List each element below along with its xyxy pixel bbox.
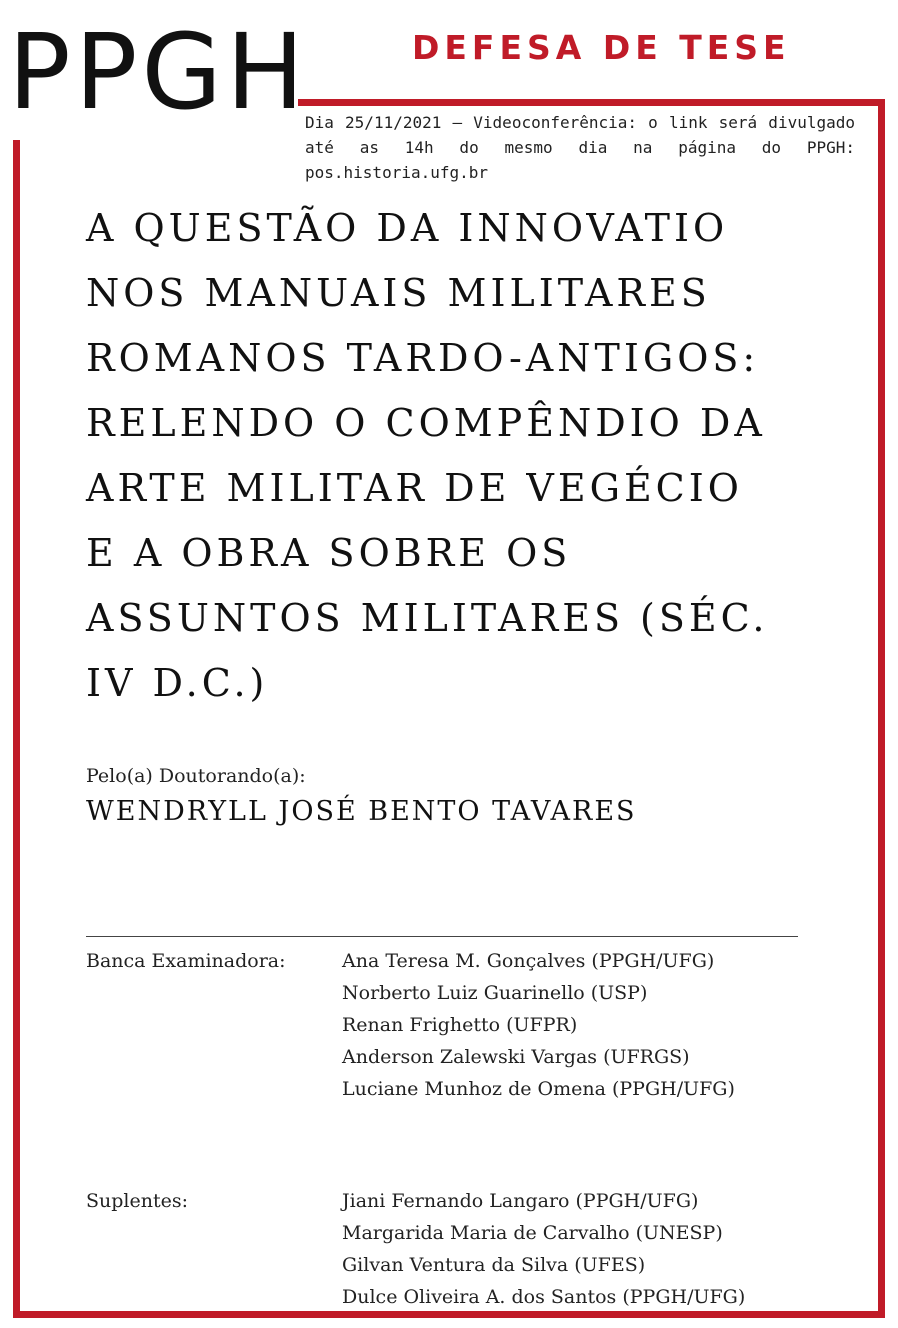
red-frame-right	[878, 99, 885, 1318]
red-frame-left	[13, 140, 20, 1318]
title-line: ARTE MILITAR DE VEGÉCIO	[86, 466, 743, 510]
red-frame-top	[298, 99, 885, 106]
substitute-member: Gilvan Ventura da Silva (UFES)	[342, 1254, 646, 1276]
candidate-label: Pelo(a) Doutorando(a):	[86, 765, 306, 787]
thesis-title	[86, 196, 846, 716]
committee-member: Renan Frighetto (UFPR)	[342, 1014, 578, 1036]
committee-member: Luciane Munhoz de Omena (PPGH/UFG)	[342, 1078, 735, 1100]
title-line: NOS MANUAIS MILITARES	[86, 271, 711, 315]
substitute-member: Jiani Fernando Langaro (PPGH/UFG)	[342, 1190, 699, 1212]
candidate-name: WENDRYLL JOSÉ BENTO TAVARES	[86, 796, 637, 827]
substitutes-label: Suplentes:	[86, 1190, 189, 1212]
title-line: IV D.C.)	[86, 661, 269, 705]
substitutes-list	[342, 1185, 745, 1313]
event-info: Dia 25/11/2021 – Videoconferência: o link será divulgado até as 14h do mesmo dia na página do PPGH: pos.historia.ufg.br	[305, 113, 855, 182]
committee-member: Ana Teresa M. Gonçalves (PPGH/UFG)	[342, 950, 715, 972]
title-line: RELENDO O COMPÊNDIO DA	[86, 401, 766, 445]
document-type-heading: DEFESA DE TESE	[412, 28, 791, 67]
committee-member: Norberto Luiz Guarinello (USP)	[342, 982, 648, 1004]
title-line: A QUESTÃO DA INNOVATIO	[86, 206, 729, 250]
committee-member: Anderson Zalewski Vargas (UFRGS)	[342, 1046, 690, 1068]
substitute-member: Dulce Oliveira A. dos Santos (PPGH/UFG)	[342, 1286, 746, 1308]
title-line: ASSUNTOS MILITARES (SÉC.	[86, 596, 769, 640]
title-line: E A OBRA SOBRE OS	[86, 531, 572, 575]
section-divider	[86, 936, 798, 937]
substitute-member: Margarida Maria de Carvalho (UNESP)	[342, 1222, 723, 1244]
ppgh-logo: PPGH	[8, 11, 309, 133]
committee-list	[342, 945, 735, 1105]
title-line: ROMANOS TARDO-ANTIGOS:	[86, 336, 760, 380]
committee-label: Banca Examinadora:	[86, 950, 286, 972]
